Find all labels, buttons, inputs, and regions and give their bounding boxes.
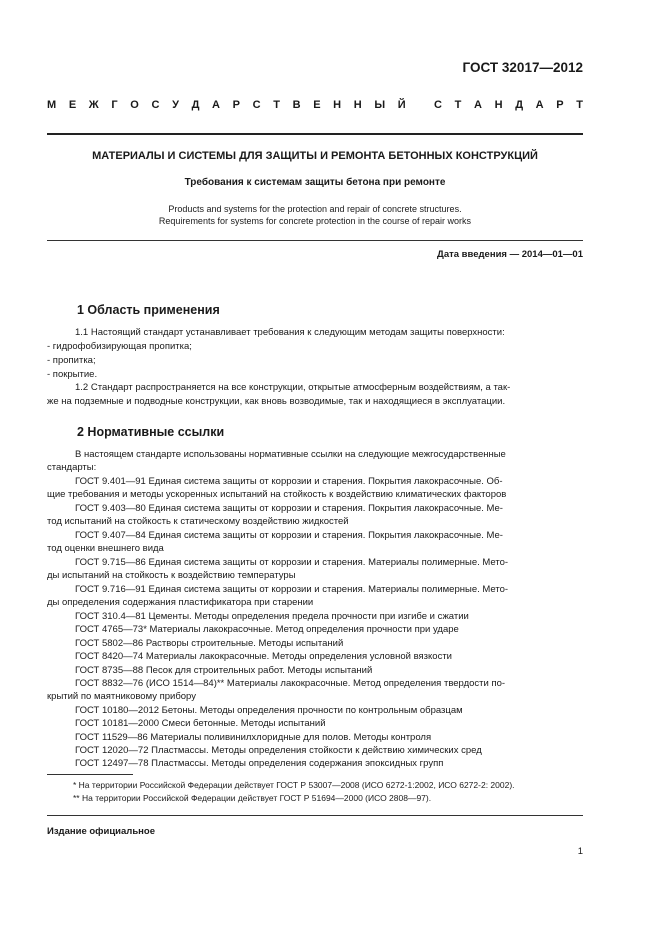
reference-line: крытий по маятниковому прибору bbox=[47, 691, 196, 702]
reference-line: ГОСТ 9.716—91 Единая система защиты от коррозии и старения. Материалы полимерные. Мето- bbox=[75, 584, 509, 595]
banner-letter: Д bbox=[191, 99, 200, 111]
paragraph-line: 1.1 Настоящий стандарт устанавливает требования к следующим методам защиты поверхности: bbox=[75, 327, 505, 338]
banner-letter: Н bbox=[353, 99, 362, 111]
banner-letter: А bbox=[474, 99, 482, 111]
standard-code: ГОСТ 32017—2012 bbox=[462, 60, 583, 75]
banner-letter: В bbox=[292, 99, 301, 111]
list-item: - гидрофобизирующая пропитка; bbox=[47, 341, 192, 352]
banner-letter: Р bbox=[232, 99, 240, 111]
paragraph-line: стандарты: bbox=[47, 462, 97, 473]
banner-letter: Т bbox=[576, 99, 583, 111]
document-subtitle: Требования к системам защиты бетона при ремонте bbox=[184, 177, 446, 188]
banner-letter: Е bbox=[68, 99, 77, 111]
banner-letter: А bbox=[535, 99, 544, 111]
reference-line: тод испытаний на стойкость к статическому воздействию жидкостей bbox=[47, 516, 349, 527]
list-item: - пропитка; bbox=[47, 355, 96, 366]
banner-letter: Г bbox=[111, 99, 118, 111]
footnote: ** На территории Российской Федерации действует ГОСТ Р 51694—2000 (ИСО 2808—97). bbox=[73, 793, 432, 803]
banner-letter: У bbox=[172, 99, 179, 111]
standard-type-banner bbox=[47, 99, 583, 111]
banner-letter: А bbox=[212, 99, 220, 111]
reference-line: ГОСТ 12497—78 Пластмассы. Методы определения содержания эпоксидных групп bbox=[75, 758, 444, 769]
reference-line: тод оценки внешнего вида bbox=[47, 543, 164, 554]
banner-letter: Е bbox=[313, 99, 321, 111]
reference-line: ГОСТ 9.407—84 Единая система защиты от коррозии и старения. Покрытия лакокрасочные. Ме- bbox=[75, 530, 503, 541]
banner-letter: О bbox=[130, 99, 139, 111]
reference-line: ГОСТ 9.401—91 Единая система защиты от коррозии и старения. Покрытия лакокрасочные. Об- bbox=[75, 476, 503, 487]
footer-divider bbox=[47, 815, 583, 816]
banner-letter: Ы bbox=[374, 99, 386, 111]
introduction-date: Дата введения — 2014—01—01 bbox=[437, 249, 583, 260]
header-divider bbox=[47, 133, 583, 135]
page-number: 1 bbox=[577, 846, 583, 857]
reference-line: щие требования и методы ускоренных испытаний на стойкость к воздействию климатических факторов bbox=[47, 489, 507, 500]
reference-line: ГОСТ 5802—86 Растворы строительные. Методы испытаний bbox=[75, 638, 344, 649]
reference-line: ГОСТ 10181—2000 Смеси бетонные. Методы испытаний bbox=[75, 718, 326, 729]
english-title-line: Requirements for systems for concrete protection in the course of repair works bbox=[158, 216, 472, 226]
reference-line: ды испытаний на стойкость к воздействию температуры bbox=[47, 570, 296, 581]
reference-line: ГОСТ 9.403—80 Единая система защиты от коррозии и старения. Покрытия лакокрасочные. Ме- bbox=[75, 503, 503, 514]
document-title: МАТЕРИАЛЫ И СИСТЕМЫ ДЛЯ ЗАЩИТЫ И РЕМОНТА БЕТОННЫХ КОНСТРУКЦИЙ bbox=[92, 150, 538, 162]
title-divider bbox=[47, 240, 583, 241]
banner-letter: С bbox=[151, 99, 160, 111]
banner-letter: Й bbox=[397, 99, 406, 111]
footnote-divider bbox=[47, 774, 133, 775]
section-heading-scope: 1 Область применения bbox=[77, 303, 220, 317]
reference-line: ГОСТ 11529—86 Материалы поливинилхлоридные для полов. Методы контроля bbox=[75, 732, 432, 743]
banner-gap bbox=[418, 99, 421, 111]
reference-line: ГОСТ 310.4—81 Цементы. Методы определения предела прочности при изгибе и сжатии bbox=[75, 611, 469, 622]
list-item: - покрытие. bbox=[47, 369, 98, 380]
reference-line: ГОСТ 8420—74 Материалы лакокрасочные. Методы определения условной вязкости bbox=[75, 651, 452, 662]
paragraph-line: 1.2 Стандарт распространяется на все конструкции, открытые атмосферным воздействиям, а так- bbox=[75, 382, 511, 393]
reference-line: ГОСТ 8735—88 Песок для строительных работ. Методы испытаний bbox=[75, 665, 373, 676]
section-heading-references: 2 Нормативные ссылки bbox=[77, 425, 225, 439]
banner-letter: Т bbox=[454, 99, 462, 111]
banner-letter: Н bbox=[494, 99, 503, 111]
reference-line: ды определения содержания пластификатора при старении bbox=[47, 597, 314, 608]
reference-line: ГОСТ 4765—73* Материалы лакокрасочные. Метод определения прочности при ударе bbox=[75, 624, 459, 635]
reference-line: ГОСТ 9.715—86 Единая система защиты от коррозии и старения. Материалы полимерные. Мето- bbox=[75, 557, 509, 568]
english-title-line: Products and systems for the protection and repair of concrete structures. bbox=[168, 204, 462, 214]
footnote: * На территории Российской Федерации действует ГОСТ Р 53007—2008 (ИСО 6272-1:2002, ИСО 6272-2: 2002). bbox=[73, 780, 515, 790]
banner-letter: Н bbox=[333, 99, 342, 111]
banner-letter: Р bbox=[556, 99, 564, 111]
banner-letter: С bbox=[434, 99, 442, 111]
reference-line: ГОСТ 8832—76 (ИСО 1514—84)** Материалы лакокрасочные. Метод определения твердости по- bbox=[75, 678, 506, 689]
reference-line: ГОСТ 10180—2012 Бетоны. Методы определения прочности по контрольным образцам bbox=[75, 705, 463, 716]
paragraph-line: В настоящем стандарте использованы нормативные ссылки на следующие межгосударственные bbox=[75, 449, 506, 460]
official-edition-label: Издание официальное bbox=[47, 826, 155, 837]
banner-letter: Ж bbox=[88, 99, 99, 111]
reference-line: ГОСТ 12020—72 Пластмассы. Методы определения стойкости к действию химических сред bbox=[75, 745, 482, 756]
banner-letter: М bbox=[47, 99, 57, 111]
paragraph-line: же на подземные и подводные конструкции, как вновь возводимые, так и находящиеся в эксплуатации. bbox=[47, 396, 506, 407]
banner-letter: Д bbox=[515, 99, 524, 111]
banner-letter: С bbox=[252, 99, 261, 111]
banner-letter: Т bbox=[273, 99, 280, 111]
